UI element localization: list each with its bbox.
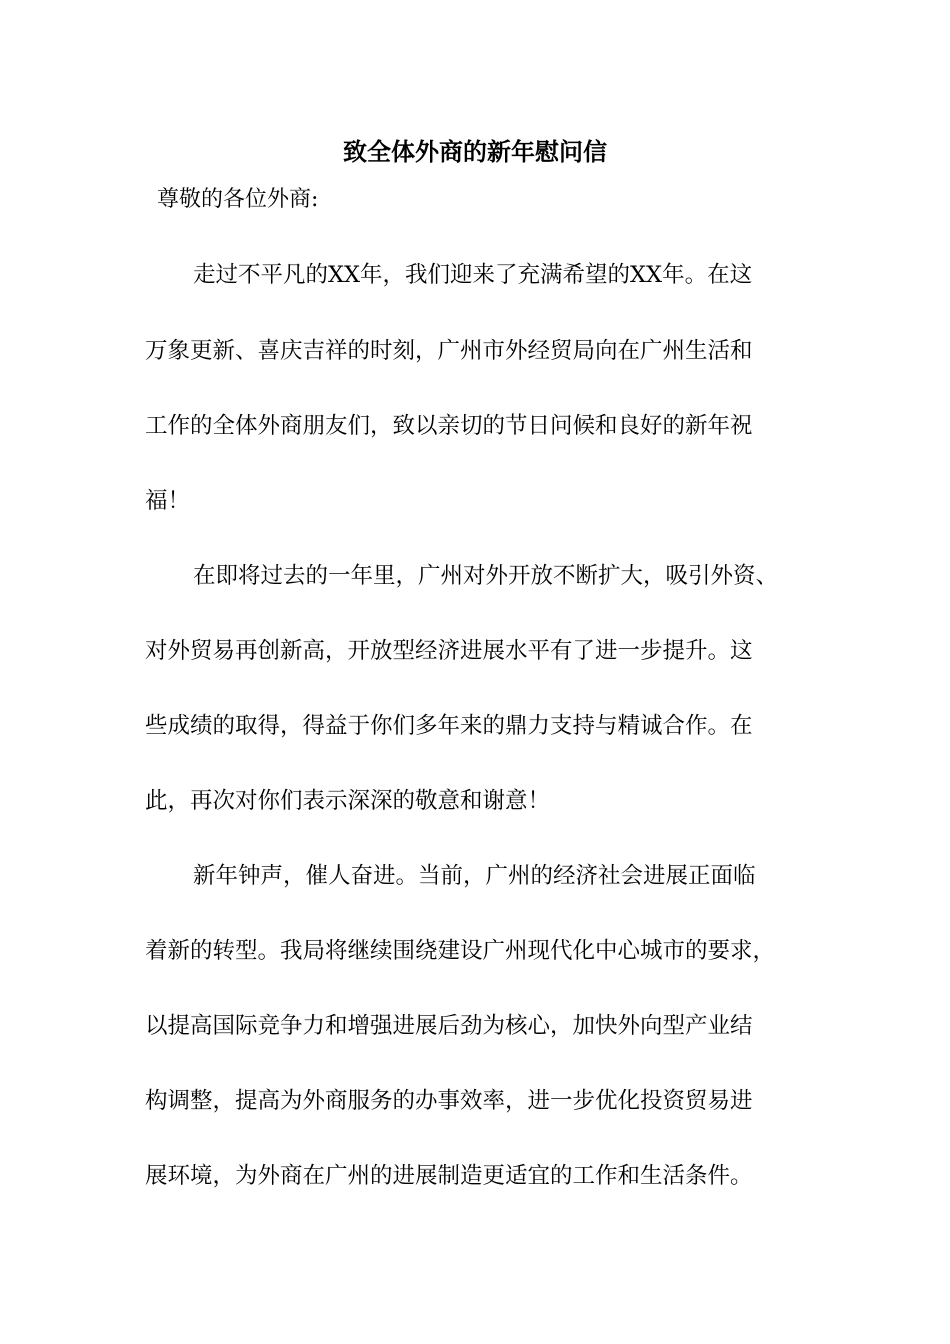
body-line: 构调整，提高为外商服务的办事效率，进一步优化投资贸易进: [145, 1088, 753, 1114]
body-line: 此，再次对你们表示深深的敬意和谢意！: [145, 788, 551, 814]
body-line: 万象更新、喜庆吉祥的时刻，广州市外经贸局向在广州生活和: [145, 338, 753, 364]
body-line: 走过不平凡的XX年，我们迎来了充满希望的XX年。在这: [193, 262, 753, 288]
body-line: 在即将过去的一年里，广州对外开放不断扩大，吸引外资、: [193, 563, 779, 589]
body-line: 工作的全体外商朋友们，致以亲切的节日问候和良好的新年祝: [145, 413, 753, 439]
letter-salutation: 尊敬的各位外商:: [157, 187, 319, 212]
body-line: 些成绩的取得，得益于你们多年来的鼎力支持与精诚合作。在: [145, 713, 753, 739]
body-line: 展环境，为外商在广州的进展制造更适宜的工作和生活条件。: [145, 1163, 753, 1189]
body-line: 新年钟声，催人奋进。当前，广州的经济社会进展正面临: [193, 863, 756, 889]
body-line: 福！: [145, 488, 191, 514]
body-line: 以提高国际竞争力和增强进展后劲为核心，加快外向型产业结: [145, 1013, 753, 1039]
letter-title: 致全体外商的新年慰问信: [343, 137, 607, 166]
body-line: 着新的转型。我局将继续围绕建设广州现代化中心城市的要求，: [145, 938, 776, 964]
body-line: 对外贸易再创新高，开放型经济进展水平有了进一步提升。这: [145, 638, 753, 664]
